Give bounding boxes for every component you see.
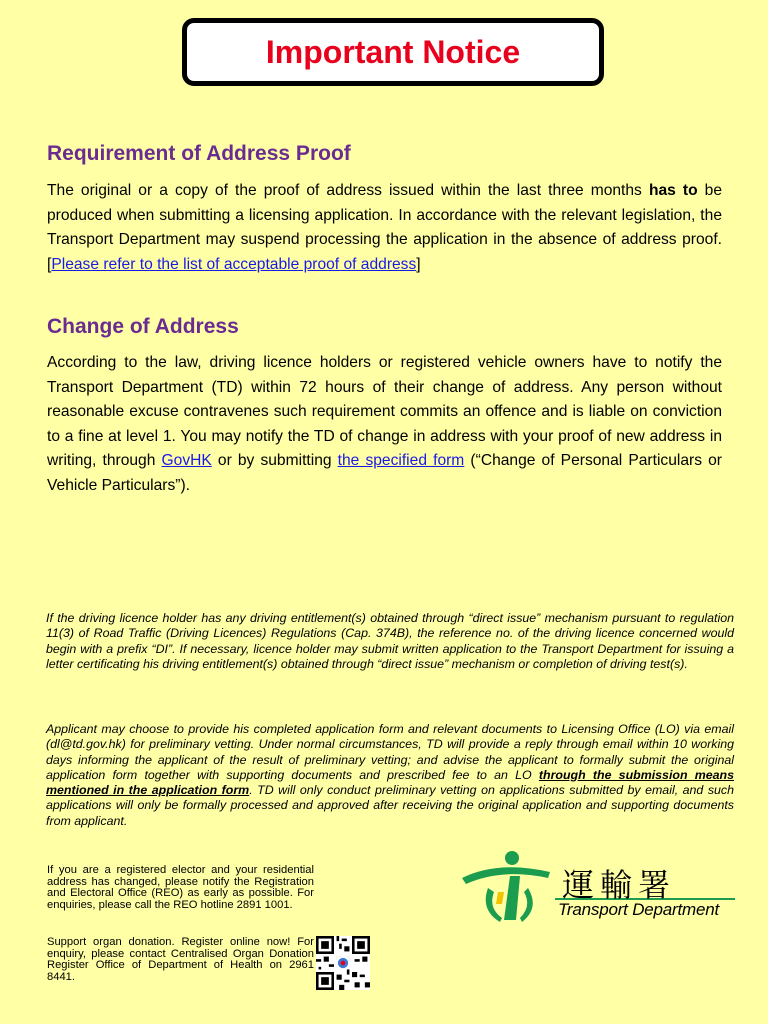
address-proof-heading: Requirement of Address Proof [47,142,351,165]
qr-code-icon[interactable] [316,936,370,990]
notice-title: Important Notice [265,33,521,70]
address-proof-paragraph: The original or a copy of the proof of address issued within the last three months has to be produced when submitting a licensing application. In accordance with the relevant legislation, the Transport Department may suspend processing the application in the absence of address proof. [Please refer to the list of acceptable proof of address] [47,182,723,273]
govhk-link[interactable]: GovHK [161,452,212,469]
acceptable-proof-link[interactable]: Please refer to the list of acceptable proof of address [51,255,417,273]
change-address-paragraph: According to the law, driving licence holders or registered vehicle owners have to notify the Transport Department (TD) within 72 hours of their change of address. Any person without reasonable excuse contravenes such requirement commits an offence and is liable on conviction to a fine at level 1. You may notify the TD of change in address with your proof of new address in writing, through GovHK or by submitting the specified form (“Change of Personal Particulars or Vehicle Particulars”). [47,354,722,494]
logo-english-text: Transport Department [558,900,720,919]
email-vetting-note: Applicant may choose to provide his completed application form and relevant documents to Licensing Office (LO) via email (dl@td.gov.hk) for preliminary vetting. Under normal circumstances, TD will provide a reply through email within 10 working days informing the applicant of the result of preliminary vetting; and advise the applicant to formally submit the original application form together with supporting documents and prescribed fee to an LO through the submission means mentioned in the application form. TD will only conduct preliminary vetting on applications submitted by email, and such applications will only be formally processed and approved after receiving the original application and supporting documents from applicant. [46,722,734,828]
elector-notice: If you are a registered elector and your residential address has changed, please notify the Registration and Electoral Office (REO) as early as possible. For enquiries, please call the REO hotline 2891 1001. [47,864,314,911]
specified-form-link[interactable]: the specified form [337,452,465,469]
change-address-heading: Change of Address [47,315,239,338]
direct-issue-note: If the driving licence holder has any driving entitlement(s) obtained through “direct issue” mechanism pursuant to regulation 11(3) of Road Traffic (Driving Licences) Regulations (Cap. 374B), the reference no. of the driving licence concerned would begin with a prefix “DI”. If necessary, licence holder may submit written application to the Transport Department for issuing a letter certificating his driving entitlement(s) obtained through “direct issue” mechanism or completion of driving test(s). [46,611,734,671]
organ-donation-notice: Support organ donation. Register online now! For enquiry, please contact Centralised Organ Donation Register Office of Department of Health on 2961 8441. [47,936,314,983]
logo-chinese-text: 運輸署 [562,866,677,904]
notice-banner [182,18,604,86]
